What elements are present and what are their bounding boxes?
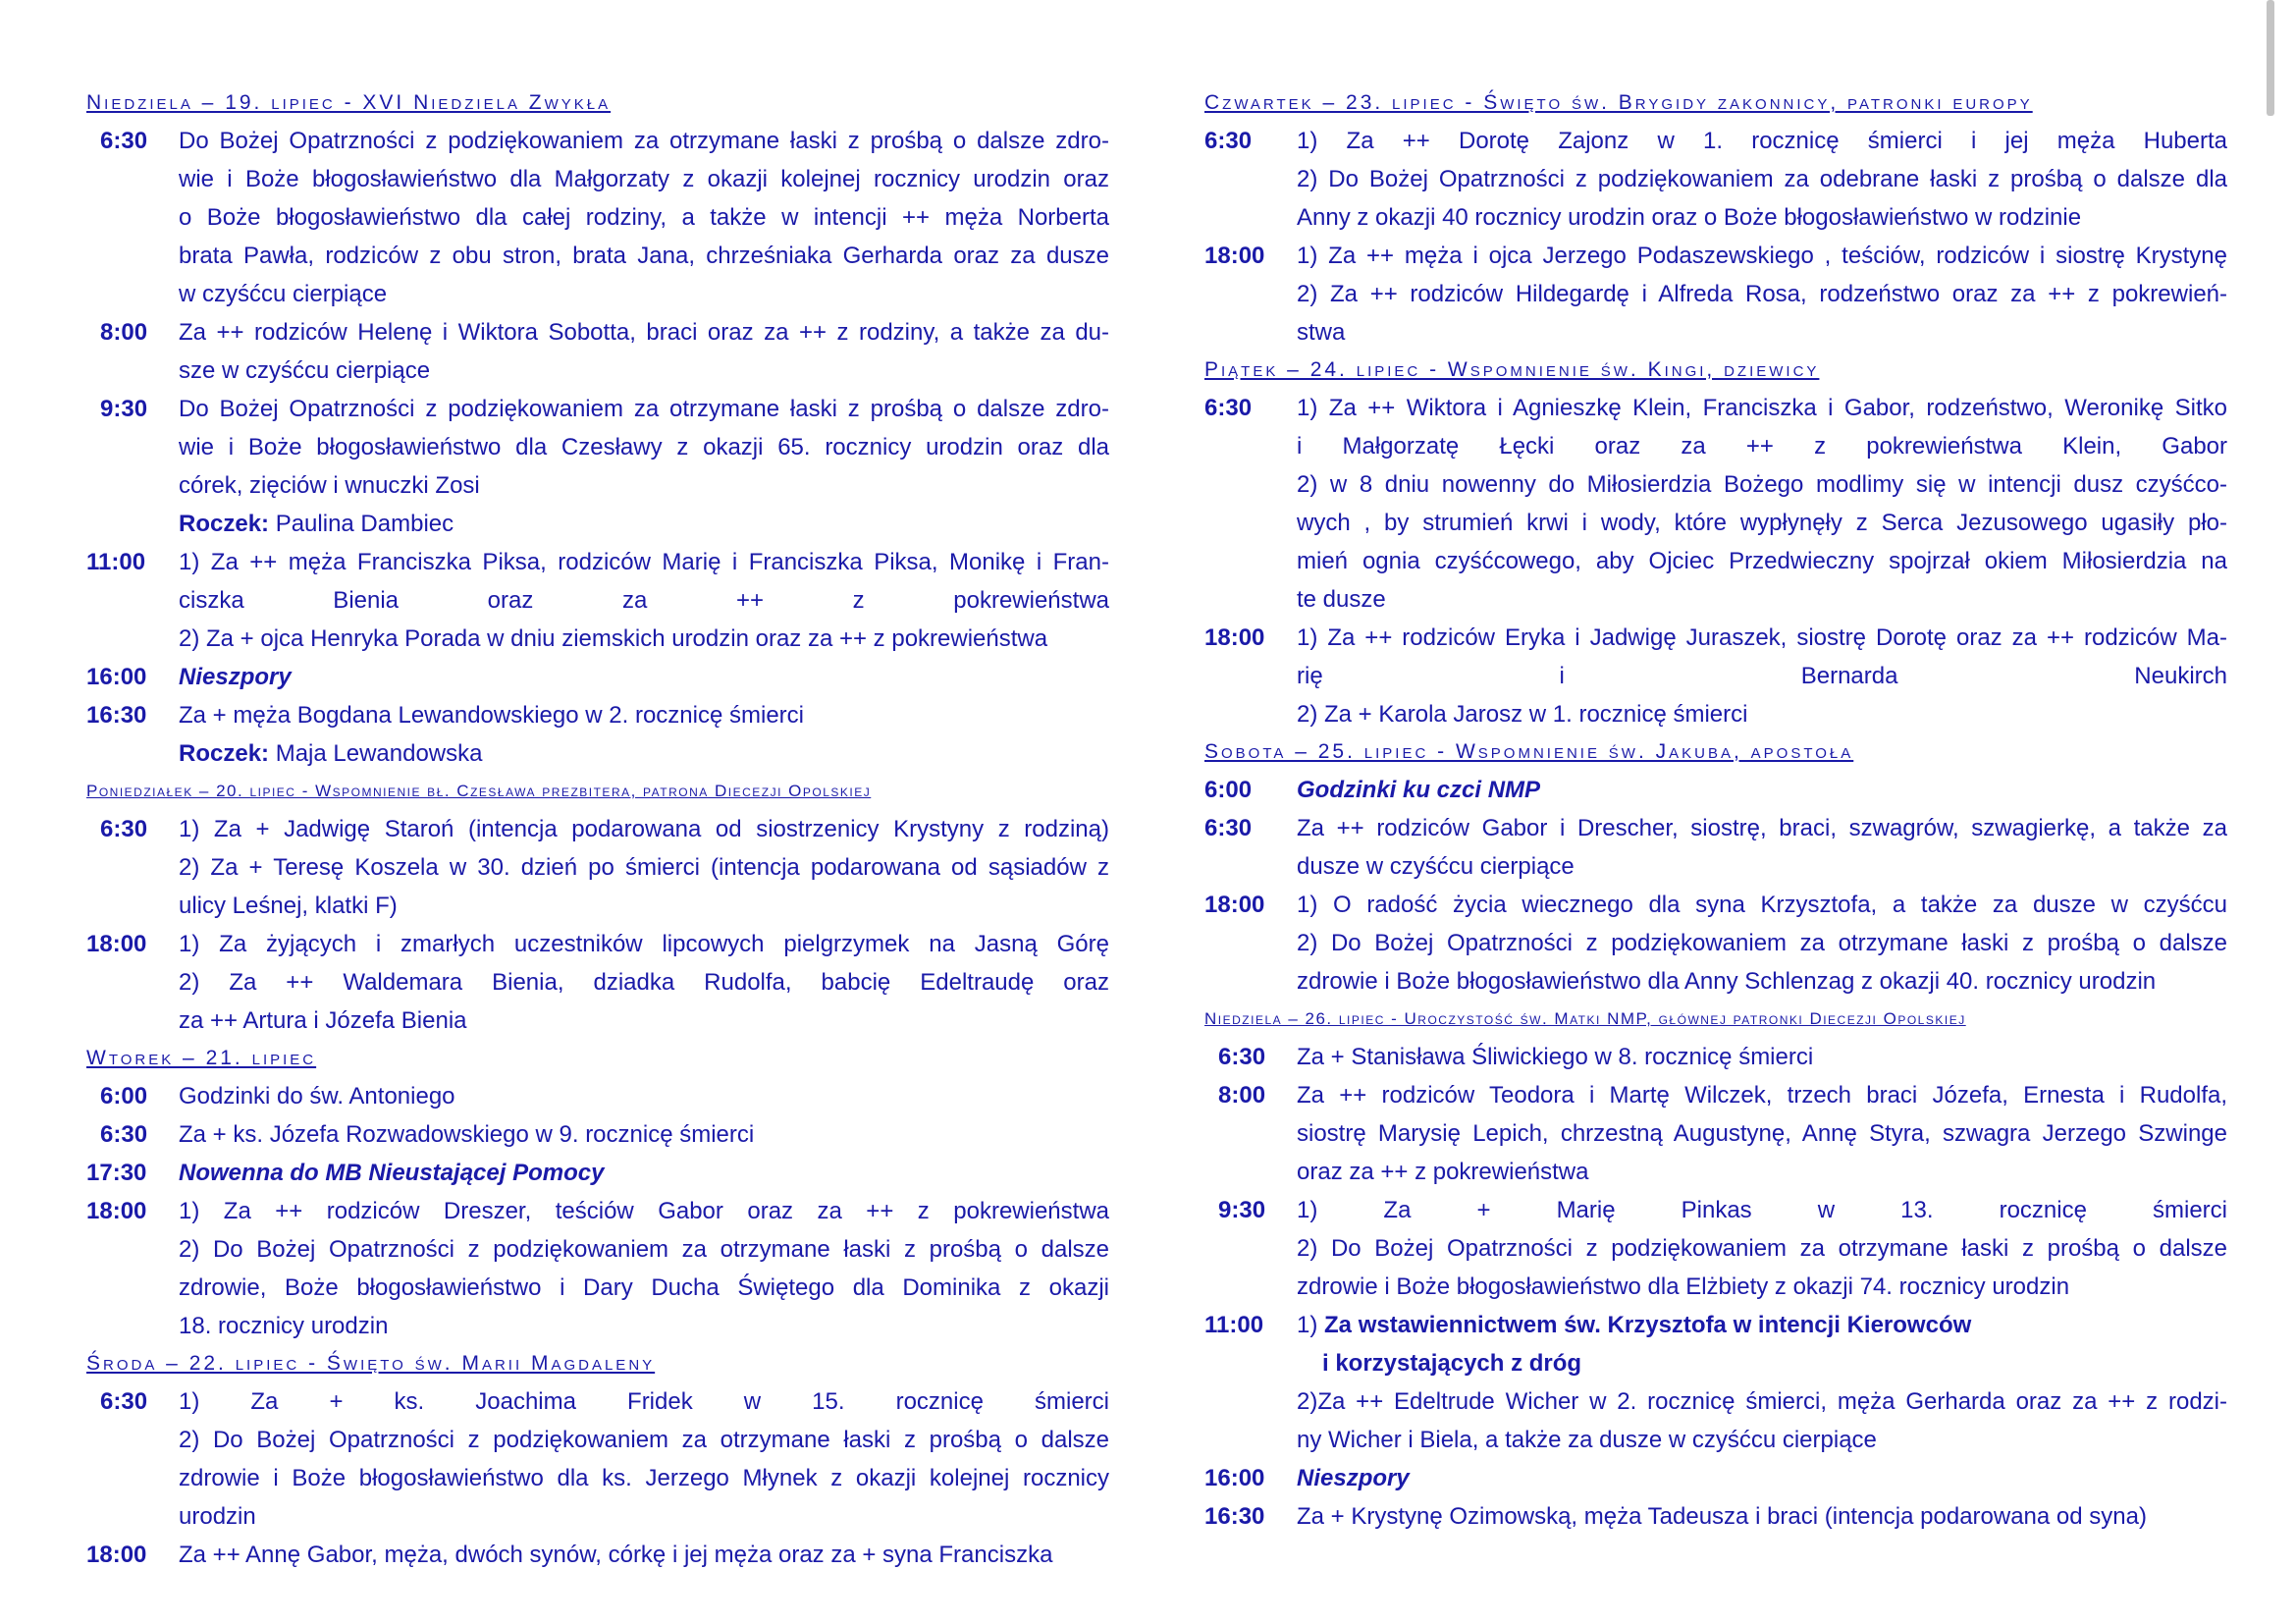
intention-line: 1) Za ++ męża Franciszka Piksa, rodziców Marię i Franciszka Piksa, Monikę i Fran- [179, 549, 1109, 575]
intention-line: Za + Krystynę Ozimowską, męża Tadeusza i braci (intencja podarowana od syna) [1297, 1503, 2147, 1530]
intention-line: Nowenna do MB Nieustającej Pomocy [179, 1160, 605, 1186]
intention-line: te dusze [1297, 586, 1386, 613]
mass-time: 6:00 [100, 1083, 148, 1110]
day-header: Środa – 22. lipiec - Święto św. Marii Magdaleny [86, 1352, 656, 1375]
intention-line: 1) Za ++ Wiktora i Agnieszkę Klein, Franciszka i Gabor, rodzeństwo, Weronikę Sitko [1297, 395, 2227, 421]
intention-line: ulicy Leśnej, klatki F) [179, 893, 398, 919]
intention-line: 2) Do Bożej Opatrzności z podziękowaniem za otrzymane łaski z prośbą o dalsze [179, 1427, 1109, 1453]
intention-line: 2) Do Bożej Opatrzności z podziękowaniem za otrzymane łaski z prośbą o dalsze [1297, 930, 2227, 956]
intention-line: wych , by strumień krwi i wody, które wypłynęły z Serca Jezusowego ugasiły pło- [1297, 510, 2227, 536]
intention-line: 2) Za ++ Waldemara Bienia, dziadka Rudolfa, babcię Edeltraudę oraz [179, 969, 1109, 996]
mass-time: 16:30 [86, 702, 147, 729]
intention-line [1297, 1306, 2227, 1344]
mass-time: 6:30 [100, 128, 148, 154]
intention-line: siostrę Marysię Lepich, chrzestną Augustynę, Annę Styra, szwagra Jerzego Szwinge [1297, 1120, 2227, 1147]
mass-entry [86, 1115, 1109, 1154]
intention-text [179, 810, 1109, 925]
intention-line: Za + męża Bogdana Lewandowskiego w 2. rocznicę śmierci [179, 702, 804, 729]
left-column [86, 84, 1109, 1574]
intention-line: ny Wicher i Biela, a także za dusze w czyśćcu cierpiące [1297, 1427, 1877, 1453]
roczek-line [179, 734, 1109, 773]
intention-bold: i korzystających z dróg [1322, 1350, 1582, 1377]
intention-text [1297, 1076, 2227, 1191]
intention-line: córek, zięciów i wnuczki Zosi [179, 472, 480, 499]
intention-line: 1) Za żyjących i zmarłych uczestników lipcowych pielgrzymek na Jasną Górę [179, 931, 1109, 957]
intention-text [179, 1536, 1109, 1574]
intention-line: wie i Boże błogosławieństwo dla Małgorzaty z okazji kolejnej rocznicy urodzin oraz [179, 166, 1109, 192]
intention-line: 2) Za + Karola Jarosz w 1. rocznicę śmierci [1297, 701, 1748, 728]
intention-line: Anny z okazji 40 rocznicy urodzin oraz o Boże błogosławieństwo w rodzinie [1297, 204, 2082, 231]
intention-line: Nieszpory [1297, 1465, 1410, 1491]
day-header: Niedziela – 19. lipiec - XVI Niedziela Zwykła [86, 91, 612, 114]
intention-text [1297, 122, 2227, 237]
intention-text [1297, 1191, 2227, 1306]
mass-time: 6:30 [100, 1388, 148, 1415]
mass-time: 11:00 [1204, 1312, 1264, 1338]
mass-time: 18:00 [86, 1198, 147, 1224]
mass-entry [1204, 1497, 2227, 1536]
mass-time: 6:30 [1204, 815, 1253, 841]
intention-line: 1) Za ++ Dorotę Zajonz w 1. rocznicę śmierci i jej męża Huberta [1297, 128, 2227, 154]
intention-line: rię i Bernarda Neukirch [1297, 663, 2227, 689]
intention-line: zdrowie i Boże błogosławieństwo dla ks. Jerzego Młynek z okazji kolejnej rocznicy [179, 1465, 1109, 1491]
intention-line: zdrowie i Boże błogosławieństwo dla Anny Schlenzag z okazji 40. rocznicy urodzin [1297, 968, 2157, 995]
mass-time: 16:00 [86, 664, 147, 690]
mass-time: 6:30 [1204, 128, 1253, 154]
mass-time: 11:00 [86, 549, 146, 575]
intention-line: urodzin [179, 1503, 256, 1530]
intention-text [179, 1382, 1109, 1536]
intention-text [179, 543, 1109, 658]
mass-entry [1204, 122, 2227, 237]
mass-entry [1204, 1191, 2227, 1306]
mass-entry [1204, 619, 2227, 733]
intention-text [179, 1077, 1109, 1115]
intention-line: Za + ks. Józefa Rozwadowskiego w 9. rocznicę śmierci [179, 1121, 755, 1148]
mass-time: 18:00 [1204, 243, 1265, 269]
mass-entry [86, 390, 1109, 543]
mass-entry [86, 925, 1109, 1040]
intention-line: 2) Do Bożej Opatrzności z podziękowaniem za odebrane łaski z prośbą o dalsze dla [1297, 166, 2227, 192]
intention-line: 1) Za ++ męża i ojca Jerzego Podaszewskiego , teściów, rodziców i siostrę Krystynę [1297, 243, 2227, 269]
intention-line: 2)Za ++ Edeltrude Wicher w 2. rocznicę śmierci, męża Gerharda oraz za ++ z rodzi- [1297, 1388, 2227, 1415]
intention-line: Nieszpory [179, 664, 292, 690]
mass-entry [86, 810, 1109, 925]
intention-line: Za ++ Annę Gabor, męża, dwóch synów, córkę i jej męża oraz za + syna Franciszka [179, 1542, 1053, 1568]
mass-entry [1204, 237, 2227, 352]
day-header: Wtorek – 21. lipiec [86, 1047, 317, 1069]
intention-line: Za ++ rodziców Gabor i Drescher, siostrę, braci, szwagrów, szwagierkę, a także za [1297, 815, 2227, 841]
mass-entry [86, 696, 1109, 773]
intention-line: 2) Do Bożej Opatrzności z podziękowaniem za otrzymane łaski z prośbą o dalsze [179, 1236, 1109, 1263]
mass-time: 6:30 [100, 816, 148, 842]
intention-text [179, 390, 1109, 543]
intention-line: oraz za ++ z pokrewieństwa [1297, 1159, 1589, 1185]
roczek-line [179, 505, 1109, 543]
intention-text [179, 1154, 1109, 1192]
intention-bold: Za wstawiennictwem św. Krzysztofa w intencji Kierowców [1324, 1312, 1972, 1338]
mass-entry [1204, 886, 2227, 1001]
mass-time: 16:30 [1204, 1503, 1265, 1530]
mass-entry [1204, 1038, 2227, 1076]
intention-line: 2) Za ++ rodziców Hildegardę i Alfreda Rosa, rodzeństwo oraz za ++ z pokrewień- [1297, 281, 2227, 307]
scrollbar[interactable] [2267, 0, 2274, 116]
intention-line: 1) Za + ks. Joachima Fridek w 15. rocznicę śmierci [179, 1388, 1109, 1415]
roczek-label: Roczek: [179, 740, 270, 767]
day-header: Czwartek – 23. lipiec - Święto św. Brygidy zakonnicy, patronki europy [1204, 91, 2033, 114]
mass-entry [1204, 1459, 2227, 1497]
intention-text [179, 658, 1109, 696]
mass-entry [86, 658, 1109, 696]
intention-text [179, 925, 1109, 1040]
intention-line: 2) w 8 dniu nowenny do Miłosierdzia Bożego modlimy się w intencji dusz czyśćco- [1297, 471, 2227, 498]
intention-line: mień ognia czyśćcowego, aby Ojciec Przedwieczny spojrzał okiem Miłosierdzia na [1297, 548, 2227, 574]
intention-line: ciszka Bienia oraz za ++ z pokrewieństwa [179, 587, 1109, 614]
mass-entry [1204, 389, 2227, 619]
intention-line: dusze w czyśćcu cierpiące [1297, 853, 1575, 880]
mass-time: 6:30 [1204, 395, 1253, 421]
intention-line: wie i Boże błogosławieństwo dla Czesławy z okazji 65. rocznicy urodzin oraz dla [179, 434, 1109, 460]
mass-entry [1204, 1076, 2227, 1191]
mass-entry [86, 1382, 1109, 1536]
mass-time: 18:00 [86, 931, 147, 957]
intention-text [1297, 619, 2227, 733]
mass-entry [1204, 1306, 2227, 1459]
mass-time: 18:00 [1204, 624, 1265, 651]
intention-line: 1) O radość życia wiecznego dla syna Krzysztofa, a także za dusze w czyśćcu [1297, 892, 2227, 918]
intention-text [1297, 1306, 2227, 1459]
intention-line: Do Bożej Opatrzności z podziękowaniem za otrzymane łaski z prośbą o dalsze zdro- [179, 396, 1109, 422]
intention-line: zdrowie i Boże błogosławieństwo dla Elżbiety z okazji 74. rocznicy urodzin [1297, 1273, 2070, 1300]
mass-time: 17:30 [86, 1160, 147, 1186]
mass-entry [86, 122, 1109, 313]
intention-text [1297, 1038, 2227, 1076]
intention-line: Godzinki do św. Antoniego [179, 1083, 455, 1110]
intention-line: 1) Za + Jadwigę Staroń (intencja podarowana od siostrzenicy Krystyny z rodziną) [179, 816, 1109, 842]
mass-time: 9:30 [100, 396, 148, 422]
intention-line: Za ++ rodziców Helenę i Wiktora Sobotta, braci oraz za ++ z rodziny, a także za du- [179, 319, 1109, 346]
intention-text [1297, 886, 2227, 1001]
mass-entry [86, 1154, 1109, 1192]
intention-line: i Małgorzatę Łęcki oraz za ++ z pokrewieństwa Klein, Gabor [1297, 433, 2227, 460]
mass-entry [1204, 771, 2227, 809]
intention-line: 2) Do Bożej Opatrzności z podziękowaniem za otrzymane łaski z prośbą o dalsze [1297, 1235, 2227, 1262]
intention-text [1297, 389, 2227, 619]
roczek-name: Maja Lewandowska [275, 740, 483, 767]
intention-text [1297, 771, 2227, 809]
intention-text [179, 1115, 1109, 1154]
day-header: Piątek – 24. lipiec - Wspomnienie św. Kingi, dziewicy [1204, 358, 1820, 381]
intention-line: o Boże błogosławieństwo dla całej rodziny, a także w intencji ++ męża Norberta [179, 204, 1109, 231]
mass-entry [86, 1077, 1109, 1115]
intention-line: 2) Za + ojca Henryka Porada w dniu ziemskich urodzin oraz za ++ z pokrewieństwa [179, 625, 1048, 652]
intention-prefix: 1) [1297, 1312, 1325, 1338]
intention-text [1297, 809, 2227, 886]
mass-time: 16:00 [1204, 1465, 1265, 1491]
intention-line: Za ++ rodziców Teodora i Martę Wilczek, trzech braci Józefa, Ernesta i Rudolfa, [1297, 1082, 2227, 1109]
intention-line: sze w czyśćcu cierpiące [179, 357, 431, 384]
mass-entry [86, 313, 1109, 390]
mass-time: 18:00 [86, 1542, 147, 1568]
intention-line: 2) Za + Teresę Koszela w 30. dzień po śmierci (intencja podarowana od sąsiadów z [179, 854, 1109, 881]
intention-text [179, 1192, 1109, 1345]
intention-text [1297, 237, 2227, 352]
intention-line: Godzinki ku czci NMP [1297, 777, 1541, 803]
intention-text [1297, 1497, 2227, 1536]
intention-line: Za + Stanisława Śliwickiego w 8. rocznicę śmierci [1297, 1044, 1814, 1070]
intention-line [1297, 1344, 2227, 1382]
right-column [1204, 84, 2227, 1536]
mass-time: 18:00 [1204, 892, 1265, 918]
intention-text [179, 313, 1109, 390]
intention-line: Do Bożej Opatrzności z podziękowaniem za otrzymane łaski z prośbą o dalsze zdro- [179, 128, 1109, 154]
intention-line: brata Pawła, rodziców z obu stron, brata Jana, chrześniaka Gerharda oraz za dusze [179, 243, 1109, 269]
intention-line: 1) Za ++ rodziców Dreszer, teściów Gabor oraz za ++ z pokrewieństwa [179, 1198, 1109, 1224]
intention-text [1297, 1459, 2227, 1497]
day-header: Sobota – 25. lipiec - Wspomnienie św. Jakuba, apostoła [1204, 740, 1854, 763]
mass-time: 9:30 [1218, 1197, 1266, 1223]
day-header: Niedziela – 26. lipiec - Uroczystość św. Matki NMP, głównej patronki Diecezji Opolskiej [1204, 1009, 1966, 1028]
intention-line: za ++ Artura i Józefa Bienia [179, 1007, 467, 1034]
mass-time: 6:00 [1204, 777, 1253, 803]
mass-entry [86, 1192, 1109, 1345]
mass-time: 8:00 [1218, 1082, 1266, 1109]
intention-line: 18. rocznicy urodzin [179, 1313, 389, 1339]
intention-line: stwa [1297, 319, 1346, 346]
roczek-name: Paulina Dambiec [275, 511, 454, 537]
mass-time: 6:30 [100, 1121, 148, 1148]
mass-entry [1204, 809, 2227, 886]
mass-time: 8:00 [100, 319, 148, 346]
intention-line: w czyśćcu cierpiące [179, 281, 388, 307]
mass-entry [86, 1536, 1109, 1574]
roczek-label: Roczek: [179, 511, 270, 537]
mass-time: 6:30 [1218, 1044, 1266, 1070]
intention-line: zdrowie, Boże błogosławieństwo i Dary Ducha Świętego dla Dominika z okazji [179, 1274, 1109, 1301]
intention-text [179, 122, 1109, 313]
intention-line: 1) Za + Marię Pinkas w 13. rocznicę śmierci [1297, 1197, 2227, 1223]
day-header: Poniedziałek – 20. lipiec - Wspomnienie bł. Czesława prezbitera, patrona Diecezji Opolskiej [86, 782, 872, 800]
intention-text [179, 696, 1109, 773]
mass-entry [86, 543, 1109, 658]
intention-line: 1) Za ++ rodziców Eryka i Jadwigę Juraszek, siostrę Dorotę oraz za ++ rodziców Ma- [1297, 624, 2227, 651]
